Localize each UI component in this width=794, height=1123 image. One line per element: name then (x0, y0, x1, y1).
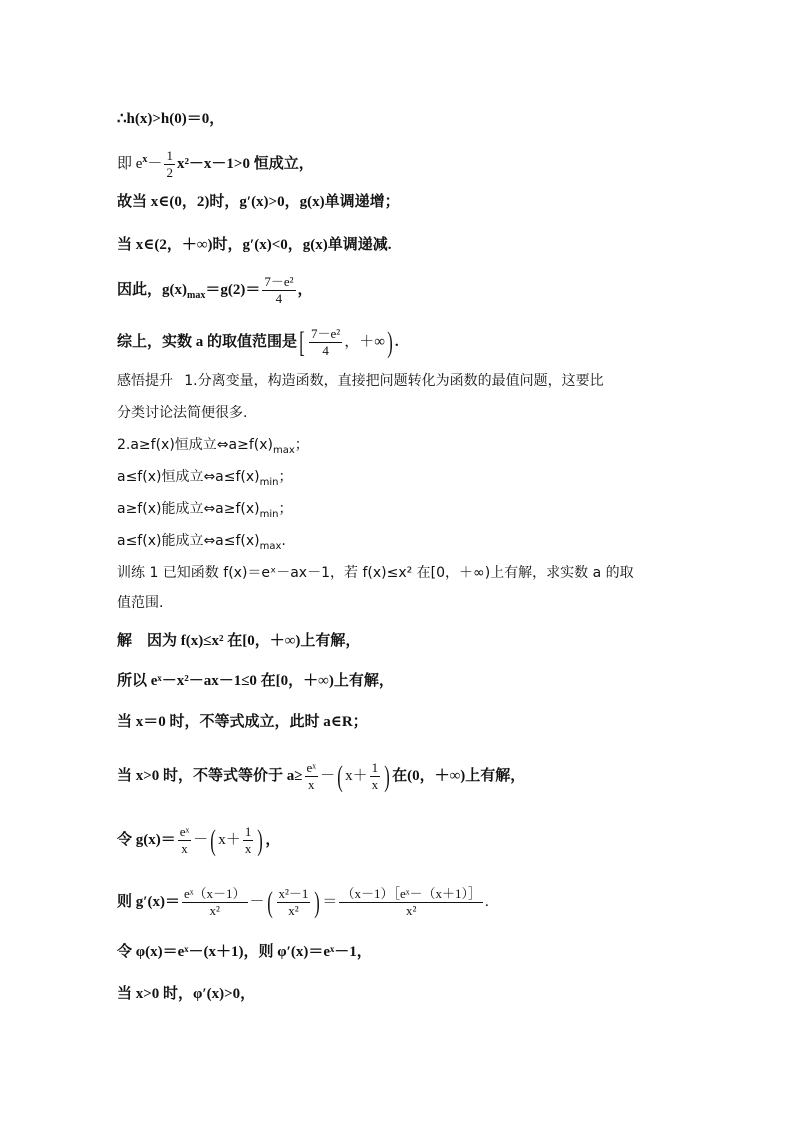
left-bracket: [ (299, 325, 305, 359)
insight-line-1 (117, 371, 604, 391)
solution-line-6: 则 g′(x)＝ $\frac{\text{eˣ（x－1）}}{\text{x²}}$ －( $\frac{\text{x²－1}}{\text{x²}}$ ) ＝ $\frac{\text{（x－1）［eˣ－（x＋1）］}}{\text{x²}}$ . (117, 885, 489, 919)
solution-line-7: 令 φ(x)＝eˣ－(x＋1)，则 φ′(x)＝eˣ－1， (117, 944, 372, 960)
rule-1: 2.a≥f(x)恒成立$\Leftrightarrow a\ge f(x)_{max}$； (117, 437, 309, 456)
solution-label: 解 (117, 633, 133, 649)
solution-line-5: 令 g(x)＝ $\frac{\text{eˣ}}{x}$ －( x＋ $\frac{1}{x}$ ) ， (117, 823, 281, 857)
training-line-2: 值范围. (117, 595, 164, 611)
line-text: 当 x∈(2，＋∞)时，g′(x)<0，g(x)单调递减. (117, 237, 392, 253)
solution-line-2: 所以 eˣ－x²－ax－1≤0 在[0，＋∞)上有解， (117, 673, 394, 689)
training-line-1 (117, 563, 634, 583)
line-h-positive (117, 109, 224, 129)
line-decreasing (117, 235, 392, 255)
solution-line-4: 当 x>0 时，不等式等价于 a≥ $\frac{\text{eˣ}}{x}$ －( x＋ $\frac{1}{x}$ ) 在(0，＋∞)上有解， (117, 759, 526, 793)
fraction-derivative-2: $\frac{\text{x²－1}}{\text{x²}}$ (278, 886, 309, 918)
solution-line-8: 当 x>0 时，φ′(x)>0， (117, 986, 256, 1002)
insight-line-2: 分类讨论法简便很多. (117, 405, 248, 421)
fraction-ex-over-x: $\frac{\text{eˣ}}{x}$ (179, 824, 190, 856)
line-increasing (117, 192, 400, 212)
line-range-conclusion: 综上，实数 a 的取值范围是[ $\frac{\text{7－e²}}{4}$ ，＋∞) . (117, 325, 399, 359)
line-text: ∴h(x)>h(0)＝0， (117, 111, 225, 127)
insight-label: 感悟提升 (117, 373, 173, 389)
fraction-1-over-x: $\frac{1}{x}$ (244, 824, 252, 856)
line-g-max: 因此，$g(x)_{max}=g(2)=$ $\frac{\text{7－e²}}{4}$ ， (117, 274, 313, 306)
right-paren: ) (387, 325, 393, 359)
minus: － (147, 155, 163, 172)
solution-line-1: 解 因为 f(x)≤x² 在[0，＋∞)上有解， (117, 633, 361, 649)
fraction-derivative-combined: $\frac{\text{（x－1）［eˣ－（x＋1）］}}{\text{x²}}$ (341, 886, 481, 918)
fraction-result: $\frac{\text{7－e²}}{4}$ (264, 274, 294, 306)
fraction-derivative-1: $\frac{\text{eˣ（x－1）}}{\text{x²}}$ (183, 886, 246, 918)
fraction-1-over-x: $\frac{1}{x}$ (371, 760, 379, 792)
training-text: 已知函数 f(x)＝eˣ－ax－1，若 f(x)≤x² 在[0，＋∞)上有解，求实数 a 的取 (162, 565, 634, 581)
fraction-range: $\frac{\text{7－e²}}{4}$ (311, 326, 341, 358)
fraction-half: $\frac{1}{2}$ (166, 148, 173, 180)
line-text: 故当 x∈(0，2)时，g′(x)>0，g(x)单调递增； (117, 194, 400, 210)
line-inequality-holds (117, 148, 314, 181)
text-pre: 即 e (117, 155, 143, 172)
exp: x (142, 153, 148, 165)
rule-3: a≥f(x)能成立$\Leftrightarrow a\ge f(x)_{min}$； (117, 501, 293, 520)
rule-4: a≤f(x)能成立$\Leftrightarrow a\le f(x)_{max}$. (117, 533, 286, 552)
solution-line-3: 当 x＝0 时，不等式成立，此时 a∈R； (117, 714, 368, 730)
sub-max: max (187, 289, 206, 301)
insight-text: 1.分离变量，构造函数，直接把问题转化为函数的最值问题，这要比 (184, 373, 604, 389)
rule-2: a≤f(x)恒成立$\Leftrightarrow a\le f(x)_{min}$； (117, 469, 293, 488)
text-post: x²－x－1>0 恒成立， (176, 155, 314, 172)
fraction-ex-over-x: $\frac{\text{eˣ}}{x}$ (306, 760, 317, 792)
training-label: 训练 1 (117, 565, 159, 581)
